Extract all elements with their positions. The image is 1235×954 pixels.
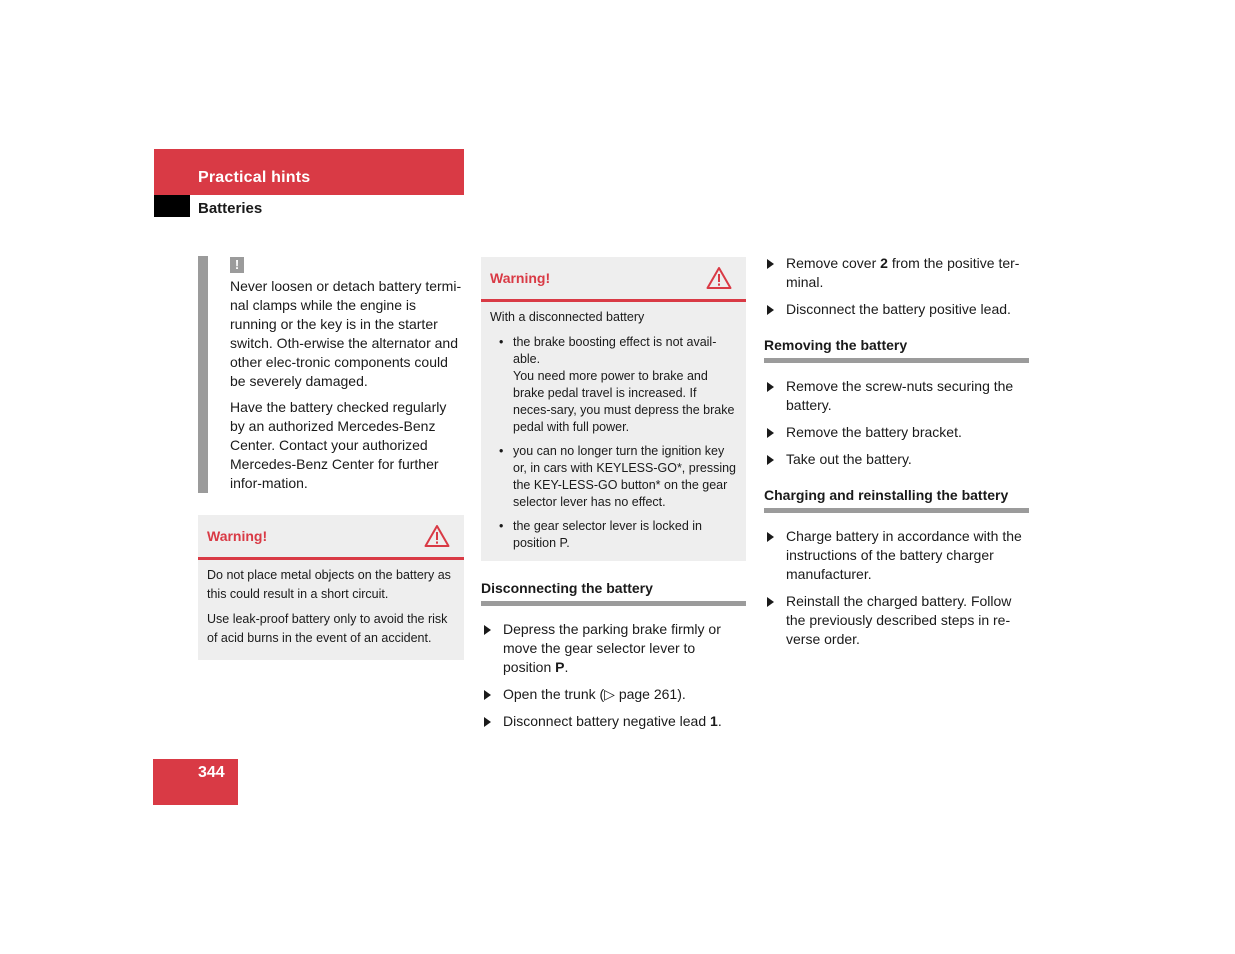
list-item: [481, 685, 746, 704]
step-text: Depress the parking brake firmly or move the gear selector lever to position: [503, 621, 721, 675]
notice-paragraph-2: Have the battery checked regularly by an authorized Mercedes-Benz Center. Contact your authorized Mercedes-Benz Center for further infor-mation.: [230, 399, 447, 491]
bullet-extra: You need more power to brake and brake pedal travel is increased. If neces-sary, you must depress the brake pedal with full power.: [513, 369, 735, 434]
step-bold: P: [555, 659, 565, 675]
warning-box-1: [198, 515, 464, 660]
notice-paragraph-1: Never loosen or detach battery termi-nal clamps while the engine is running or the key is in the starter switch. Oth-erwise the alternator and other elec-tronic components could be severely damaged.: [230, 278, 462, 389]
warning-paragraph-2: Use leak-proof battery only to avoid the risk of acid burns in the event of an accident.: [207, 612, 448, 645]
arrow-right-icon: [767, 259, 774, 269]
arrow-right-icon: [767, 305, 774, 315]
warning-triangle-icon: [424, 524, 450, 548]
list-item: [764, 377, 1029, 415]
column-left: [198, 256, 464, 660]
section-heading-disconnecting: Disconnecting the battery: [481, 580, 746, 606]
step-text: Open the trunk (▷ page 261).: [503, 686, 686, 702]
bullet-icon: •: [499, 444, 504, 458]
list-item: [764, 423, 1029, 442]
list-item: [490, 443, 737, 511]
notice-box: [198, 256, 464, 493]
arrow-right-icon: [484, 717, 491, 727]
warning-header: [481, 257, 746, 302]
warning-body: [198, 560, 464, 660]
list-item: [490, 518, 737, 552]
bullet-text: you can no longer turn the ignition key or, in cars with KEYLESS-GO*, pressing the KEY-LESS-GO button* on the gear selector lever has no effect.: [513, 444, 737, 509]
disconnecting-steps: [481, 620, 746, 731]
warning-triangle-icon: [706, 266, 732, 290]
positive-lead-steps: [764, 254, 1029, 319]
step-text-end: from the positive ter-minal.: [786, 255, 1020, 290]
column-middle: [481, 257, 746, 739]
header-marker: [154, 195, 190, 217]
list-item: [764, 450, 1029, 469]
section-heading-removing: Removing the battery: [764, 337, 1029, 363]
warning-body: [481, 302, 746, 561]
step-text-end: .: [564, 659, 569, 675]
step-text: Disconnect battery negative lead: [503, 713, 711, 729]
arrow-right-icon: [767, 455, 774, 465]
page-number-box: [153, 759, 238, 805]
warning-title: Warning!: [490, 270, 551, 286]
list-item: [490, 334, 737, 436]
list-item: [481, 620, 746, 677]
section-title: Practical hints: [198, 169, 311, 186]
arrow-right-icon: [484, 625, 491, 635]
arrow-right-icon: [767, 382, 774, 392]
warning-paragraph-1: Do not place metal objects on the battery as this could result in a short circuit.: [207, 568, 451, 601]
step-bold: 1: [710, 713, 718, 729]
list-item: [764, 527, 1029, 584]
page-number: 344: [198, 764, 225, 781]
warning-bullet-list: [490, 334, 737, 552]
step-text: Remove cover: [786, 255, 881, 271]
step-text-end: .: [717, 713, 722, 729]
warning-title: Warning!: [207, 528, 268, 544]
arrow-right-icon: [767, 597, 774, 607]
removing-steps: [764, 377, 1029, 469]
arrow-right-icon: [767, 532, 774, 542]
step-text: Remove the battery bracket.: [786, 424, 962, 440]
step-text: Charge battery in accordance with the instructions of the battery charger manufacturer.: [786, 528, 1022, 582]
warning-box-2: [481, 257, 746, 561]
list-item: [764, 300, 1029, 319]
step-text: Reinstall the charged battery. Follow the previously described steps in re-verse order.: [786, 593, 1012, 647]
subsection-title: Batteries: [198, 200, 263, 217]
bullet-icon: •: [499, 335, 504, 349]
arrow-right-icon: [484, 690, 491, 700]
charging-steps: [764, 527, 1029, 649]
arrow-right-icon: [767, 428, 774, 438]
list-item: [481, 712, 746, 731]
list-item: [764, 254, 1029, 292]
bullet-text: the gear selector lever is locked in position P.: [513, 519, 702, 550]
list-item: [764, 592, 1029, 649]
warning-header: [198, 515, 464, 560]
step-text: Take out the battery.: [786, 451, 912, 467]
step-bold: 2: [880, 255, 888, 271]
step-text: Disconnect the battery positive lead.: [786, 301, 1011, 317]
section-heading-charging: Charging and reinstalling the battery: [764, 487, 1029, 513]
bullet-icon: •: [499, 519, 504, 533]
column-right: [764, 254, 1029, 657]
bullet-text: the brake boosting effect is not avail-able.: [513, 335, 717, 366]
warning-intro: With a disconnected battery: [490, 310, 645, 324]
step-text: Remove the screw-nuts securing the battery.: [786, 378, 1014, 413]
exclamation-icon: !: [230, 257, 244, 273]
